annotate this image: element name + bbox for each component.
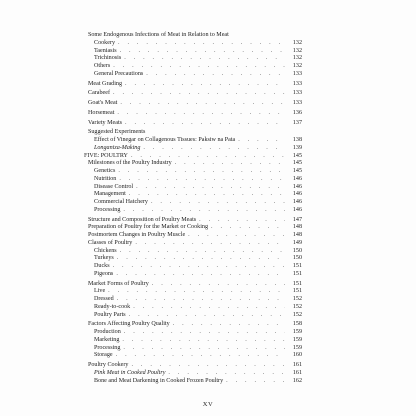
toc-page-number: 150 (292, 247, 302, 254)
toc-entry-row (84, 184, 302, 192)
dot-leader (152, 281, 285, 289)
toc-page-number: 146 (292, 183, 302, 190)
toc-entry-label: Goat's Meat (88, 100, 118, 106)
toc-entry-row (84, 296, 302, 304)
toc-entry-row (84, 81, 302, 89)
toc-entry-label: Processing (94, 206, 121, 213)
toc-page-number: 145 (292, 160, 302, 167)
toc-page-number: 159 (292, 336, 302, 343)
toc-page-number: 159 (292, 329, 302, 335)
toc-entry-row (84, 168, 302, 176)
toc-page-number: 162 (292, 377, 302, 384)
toc-entry-row (84, 224, 302, 232)
dot-leader (131, 362, 285, 370)
dot-leader (125, 81, 285, 89)
toc-page-number: 159 (292, 344, 302, 351)
toc-entry-label: Cookery (94, 39, 115, 46)
dot-leader (113, 90, 285, 98)
toc-entry-label: Classes of Poultry (88, 239, 133, 246)
toc-page-number: 132 (292, 47, 302, 54)
dot-leader (120, 248, 285, 256)
toc-page-number: 139 (292, 144, 302, 151)
toc-page-number: 148 (292, 232, 302, 238)
toc-entry-label: Others (94, 63, 111, 69)
dot-leader (211, 224, 285, 232)
dot-leader (238, 137, 285, 145)
toc-entry-row (84, 129, 302, 137)
toc-page-number: 160 (292, 352, 302, 359)
toc-entry-label: Commercial Hatchery (94, 199, 148, 205)
toc-entry-row (84, 263, 302, 271)
toc-entry-label: Management (94, 191, 126, 198)
toc-entry-row (84, 304, 302, 312)
toc-entry-label: Disease Control (94, 183, 134, 190)
toc-entry-row (84, 137, 302, 145)
toc-entry-label: Marketing (94, 336, 120, 343)
toc-page-number: 152 (292, 296, 302, 302)
toc-page-number: 151 (292, 280, 302, 287)
toc-entry-row (84, 248, 302, 256)
dot-leader (117, 255, 285, 263)
toc-page-number: 137 (292, 119, 302, 126)
dot-leader (125, 120, 285, 128)
toc-entry-row (84, 145, 302, 153)
toc-entry-label: Meat Grading (88, 80, 123, 87)
toc-page-number: 132 (292, 63, 302, 69)
dot-leader (226, 378, 285, 386)
toc-entry-label: Preparation of Poultry for the Market or Cooking (88, 224, 208, 231)
toc-entry-label: Postmortem Changes in Poultry Muscle (88, 232, 186, 238)
dot-leader (129, 191, 285, 199)
toc-entry-label: Factors Affecting Poultry Quality (88, 321, 170, 328)
dot-leader (151, 199, 285, 207)
dot-leader (175, 160, 285, 168)
toc-page-number: 151 (292, 270, 302, 277)
toc-entry-label: FIVE: POULTRY (84, 152, 128, 159)
toc-page-number: 149 (292, 239, 302, 246)
toc-entry-label: Live (94, 288, 106, 295)
toc-page-number: 148 (292, 224, 302, 231)
toc-entry-row (84, 90, 302, 98)
toc-entry-label: Some Endogenous Infections of Meat in Relation to Meat (88, 32, 229, 38)
toc-entry-label: Ready-to-cook (94, 303, 131, 310)
dot-leader (124, 329, 285, 337)
toc-page-number: 138 (292, 137, 302, 143)
dot-leader (116, 271, 285, 279)
toc-entry-label: Carabeef (88, 90, 110, 97)
toc-entry-row (84, 232, 302, 240)
toc-entry-row (84, 191, 302, 199)
dot-leader (143, 145, 285, 153)
toc-entry-row (84, 321, 302, 329)
toc-entry-row (84, 378, 302, 386)
toc-page-number: 146 (292, 199, 302, 205)
toc-entry-label: Horsemeat (88, 109, 115, 116)
toc-page-number: 132 (292, 39, 302, 46)
toc-entry-label: Nutrition (94, 175, 117, 182)
toc-page-number: 145 (292, 152, 302, 159)
toc-entry-row (84, 271, 302, 279)
toc-entry-row (84, 48, 302, 56)
toc-entry-row (84, 63, 302, 71)
dot-leader (117, 110, 285, 118)
dot-leader (119, 176, 285, 184)
dot-leader (118, 40, 285, 48)
toc-page-number: 151 (292, 263, 302, 269)
toc-page-number: 133 (292, 90, 302, 97)
toc-entry-row (84, 352, 302, 360)
toc-entry-row (84, 32, 302, 40)
dot-leader (199, 217, 285, 225)
toc-page-number: 146 (292, 191, 302, 198)
toc-page-number: 151 (292, 288, 302, 295)
dot-leader (129, 312, 285, 320)
toc-entry-label: Poultry Cookery (88, 362, 129, 368)
dot-leader (135, 240, 285, 248)
toc-page-number: 146 (292, 175, 302, 182)
dot-leader (133, 304, 285, 312)
toc-page-number: 150 (292, 255, 302, 262)
toc-entry-row (84, 337, 302, 345)
toc-entry-row (84, 71, 302, 79)
toc-page-number: 145 (292, 168, 302, 174)
dot-leader (120, 48, 285, 56)
toc-page-number: 133 (292, 80, 302, 87)
toc-page-number: 146 (292, 206, 302, 213)
dot-leader (188, 232, 285, 240)
toc-entry-label: Trichinosis (94, 55, 122, 62)
dot-leader (124, 55, 285, 63)
dot-leader (113, 263, 285, 271)
toc-entry-row (84, 160, 302, 168)
toc-entry-row (84, 329, 302, 337)
toc-entry-label: Storage (94, 352, 113, 359)
toc-entry-row (84, 362, 302, 370)
toc-entry-label: Turkeys (94, 255, 114, 262)
toc-entry-label: Ducks (94, 263, 110, 269)
dot-leader (146, 71, 285, 79)
dot-leader (116, 352, 285, 360)
toc-entry-label: Processing (94, 344, 121, 351)
toc-entry-row (84, 240, 302, 248)
toc-page-number: 147 (292, 216, 302, 223)
toc-entry-label: Variety Meats (88, 119, 123, 126)
toc-entry-row (84, 55, 302, 63)
toc-page-number: 152 (292, 311, 302, 318)
toc-entry-label: Bone and Meat Darkening in Cooked Frozen Poultry (94, 377, 224, 384)
toc-entry-label: Longaniza-Making (94, 144, 141, 151)
dot-leader (123, 345, 285, 353)
toc-entry-row (84, 370, 302, 378)
toc-entry-row (84, 120, 302, 128)
toc-entry-label: Pigeons (94, 270, 114, 277)
page-folio: XV (202, 401, 214, 408)
toc-entry-label: Effect of Vinegar on Collagenous Tissues: Paksiw na Pata (94, 137, 236, 143)
toc-entry-label: Milestones of the Poultry Industry (88, 160, 172, 167)
toc-entry-row (84, 199, 302, 207)
toc-entry-row (84, 110, 302, 118)
dot-leader (117, 296, 285, 304)
toc-entry-label: Suggested Experiments (88, 129, 146, 136)
dot-leader (168, 370, 285, 378)
toc-entry-label: Production (94, 329, 121, 335)
toc-entry-row (84, 207, 302, 215)
toc-page-number: 132 (292, 55, 302, 62)
toc-entry-label: Market Forms of Poultry (88, 280, 149, 287)
toc-page-number: 161 (292, 369, 302, 376)
toc-entry-label: Chickens (94, 247, 117, 254)
dot-leader (118, 168, 285, 176)
toc-entry-row (84, 281, 302, 289)
dot-leader (123, 207, 285, 215)
toc-entry-label: Taeniasis (94, 47, 117, 54)
toc-page-number: 152 (292, 303, 302, 310)
toc-page-number: 136 (292, 109, 302, 116)
toc-entry-row (84, 100, 302, 108)
toc-entry-row (84, 288, 302, 296)
toc-entry-label: General Precautions (94, 70, 144, 77)
toc-entry-label: Dressed (94, 296, 114, 302)
dot-leader (122, 337, 285, 345)
dot-leader (136, 184, 285, 192)
dot-leader (108, 288, 285, 296)
toc-entry-row (84, 40, 302, 48)
toc-page-number: 158 (292, 321, 302, 328)
table-of-contents (84, 32, 302, 385)
toc-entry-row (84, 176, 302, 184)
toc-entry-label: Pink Meat in Cooked Poultry (94, 369, 166, 376)
toc-entry-label: Structure and Composition of Poultry Meats (88, 216, 197, 223)
dot-leader (173, 321, 285, 329)
toc-entry-row (84, 255, 302, 263)
dot-leader (113, 63, 285, 71)
toc-entry-label: Poultry Parts (94, 311, 126, 318)
toc-page-number: 161 (292, 362, 302, 368)
toc-entry-row (84, 345, 302, 353)
dot-leader (120, 100, 285, 108)
toc-page-number: 133 (292, 70, 302, 77)
toc-page-number: 133 (292, 100, 302, 106)
toc-entry-row (84, 312, 302, 320)
toc-entry-label: Genetics (94, 168, 116, 174)
